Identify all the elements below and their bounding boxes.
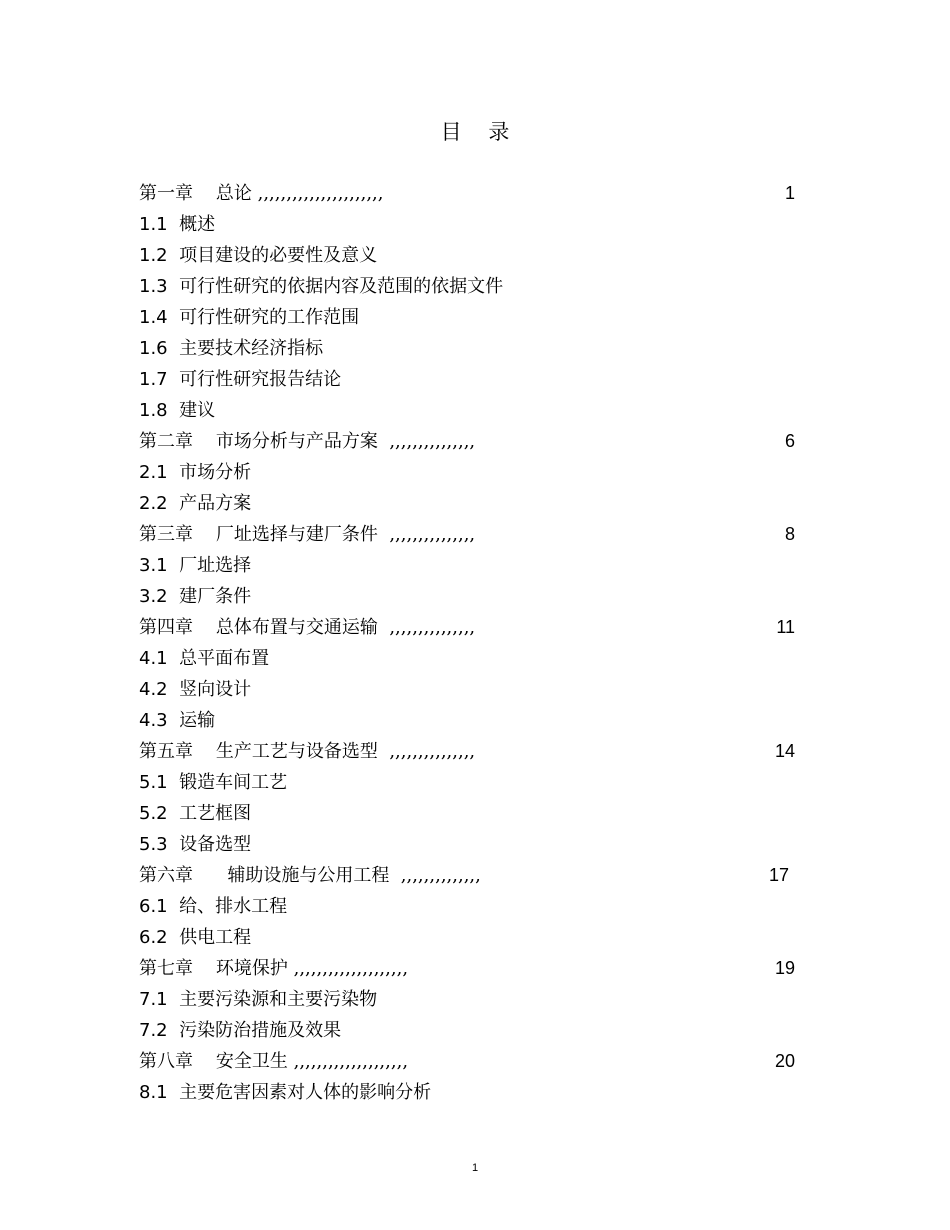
toc-entry-page-number: 19 [774,958,795,978]
toc-entry-label: 5.2 工艺框图 [139,803,252,824]
toc-chapter-entry[interactable] [139,1046,819,1077]
toc-entry-label: 1.4 可行性研究的工作范围 [139,307,360,328]
toc-entry-label: 8.1 主要危害因素对人体的影响分析 [139,1082,432,1103]
toc-section-entry[interactable] [139,302,819,333]
toc-section-entry[interactable] [139,984,819,1015]
toc-entry-label: 6.2 供电工程 [139,927,252,948]
toc-section-entry[interactable] [139,829,819,860]
toc-section-entry[interactable] [139,271,819,302]
toc-section-entry[interactable] [139,395,819,426]
toc-entry-page-number: 17 [768,865,789,885]
toc-chapter-entry[interactable] [139,736,819,767]
toc-entry-label: 5.3 设备选型 [139,834,252,855]
toc-entry-label: 第六章 辅助设施与公用工程 ,,,,,,,,,,,,,, [139,865,481,886]
toc-entry-label: 3.1 厂址选择 [139,555,252,576]
toc-entry-page-number: 1 [784,183,795,203]
toc-entry-label: 7.1 主要污染源和主要污染物 [139,989,378,1010]
toc-section-entry[interactable] [139,798,819,829]
toc-section-entry[interactable] [139,1077,819,1108]
toc-entry-label: 1.8 建议 [139,400,216,421]
toc-entry-label: 第八章 安全卫生 ,,,,,,,,,,,,,,,,,,,, [139,1051,409,1072]
toc-chapter-entry[interactable] [139,953,819,984]
toc-section-entry[interactable] [139,488,819,519]
toc-entry-label: 1.3 可行性研究的依据内容及范围的依据文件 [139,276,504,297]
page-number: 1 [471,1162,479,1174]
toc-chapter-entry[interactable] [139,519,819,550]
toc-chapter-entry[interactable] [139,178,819,209]
toc-section-entry[interactable] [139,922,819,953]
toc-section-entry[interactable] [139,333,819,364]
toc-title: 目 录 [440,120,510,144]
toc-entry-page-number: 20 [774,1051,795,1071]
toc-entry-label: 第七章 环境保护 ,,,,,,,,,,,,,,,,,,,, [139,958,409,979]
toc-entry-label: 1.2 项目建设的必要性及意义 [139,245,378,266]
toc-section-entry[interactable] [139,240,819,271]
toc-entry-page-number: 14 [774,741,795,761]
toc-section-entry[interactable] [139,891,819,922]
toc-entry-label: 3.2 建厂条件 [139,586,252,607]
toc-section-entry[interactable] [139,767,819,798]
toc-section-entry[interactable] [139,674,819,705]
toc-entry-label: 6.1 给、排水工程 [139,896,288,917]
toc-entry-label: 第五章 生产工艺与设备选型 ,,,,,,,,,,,,,,, [139,741,476,762]
toc-entry-page-number: 6 [784,431,795,451]
toc-entry-label: 2.1 市场分析 [139,462,252,483]
toc-entry-label: 2.2 产品方案 [139,493,252,514]
toc-entry-label: 第二章 市场分析与产品方案 ,,,,,,,,,,,,,,, [139,431,476,452]
toc-entry-label: 4.1 总平面布置 [139,648,270,669]
toc-section-entry[interactable] [139,581,819,612]
toc-entry-label: 5.1 锻造车间工艺 [139,772,288,793]
toc-section-entry[interactable] [139,643,819,674]
toc-entry-page-number: 8 [784,524,795,544]
toc-chapter-entry[interactable] [139,860,819,891]
toc-entry-label: 第四章 总体布置与交通运输 ,,,,,,,,,,,,,,, [139,617,476,638]
toc-entry-label: 1.6 主要技术经济指标 [139,338,324,359]
toc-section-entry[interactable] [139,364,819,395]
toc-chapter-entry[interactable] [139,612,819,643]
toc-section-entry[interactable] [139,209,819,240]
toc-entry-page-number: 11 [776,617,795,637]
toc-entry-label: 7.2 污染防治措施及效果 [139,1020,342,1041]
toc-entry-label: 4.3 运输 [139,710,216,731]
toc-section-entry[interactable] [139,457,819,488]
toc-section-entry[interactable] [139,1015,819,1046]
toc-entry-label: 1.1 概述 [139,214,216,235]
toc-section-entry[interactable] [139,550,819,581]
toc-entry-label: 第一章 总论 ,,,,,,,,,,,,,,,,,,,,,, [139,183,384,204]
toc-entry-label: 第三章 厂址选择与建厂条件 ,,,,,,,,,,,,,,, [139,524,476,545]
toc-section-entry[interactable] [139,705,819,736]
table-of-contents [139,178,819,1108]
toc-entry-label: 1.7 可行性研究报告结论 [139,369,342,390]
toc-chapter-entry[interactable] [139,426,819,457]
toc-entry-label: 4.2 竖向设计 [139,679,252,700]
